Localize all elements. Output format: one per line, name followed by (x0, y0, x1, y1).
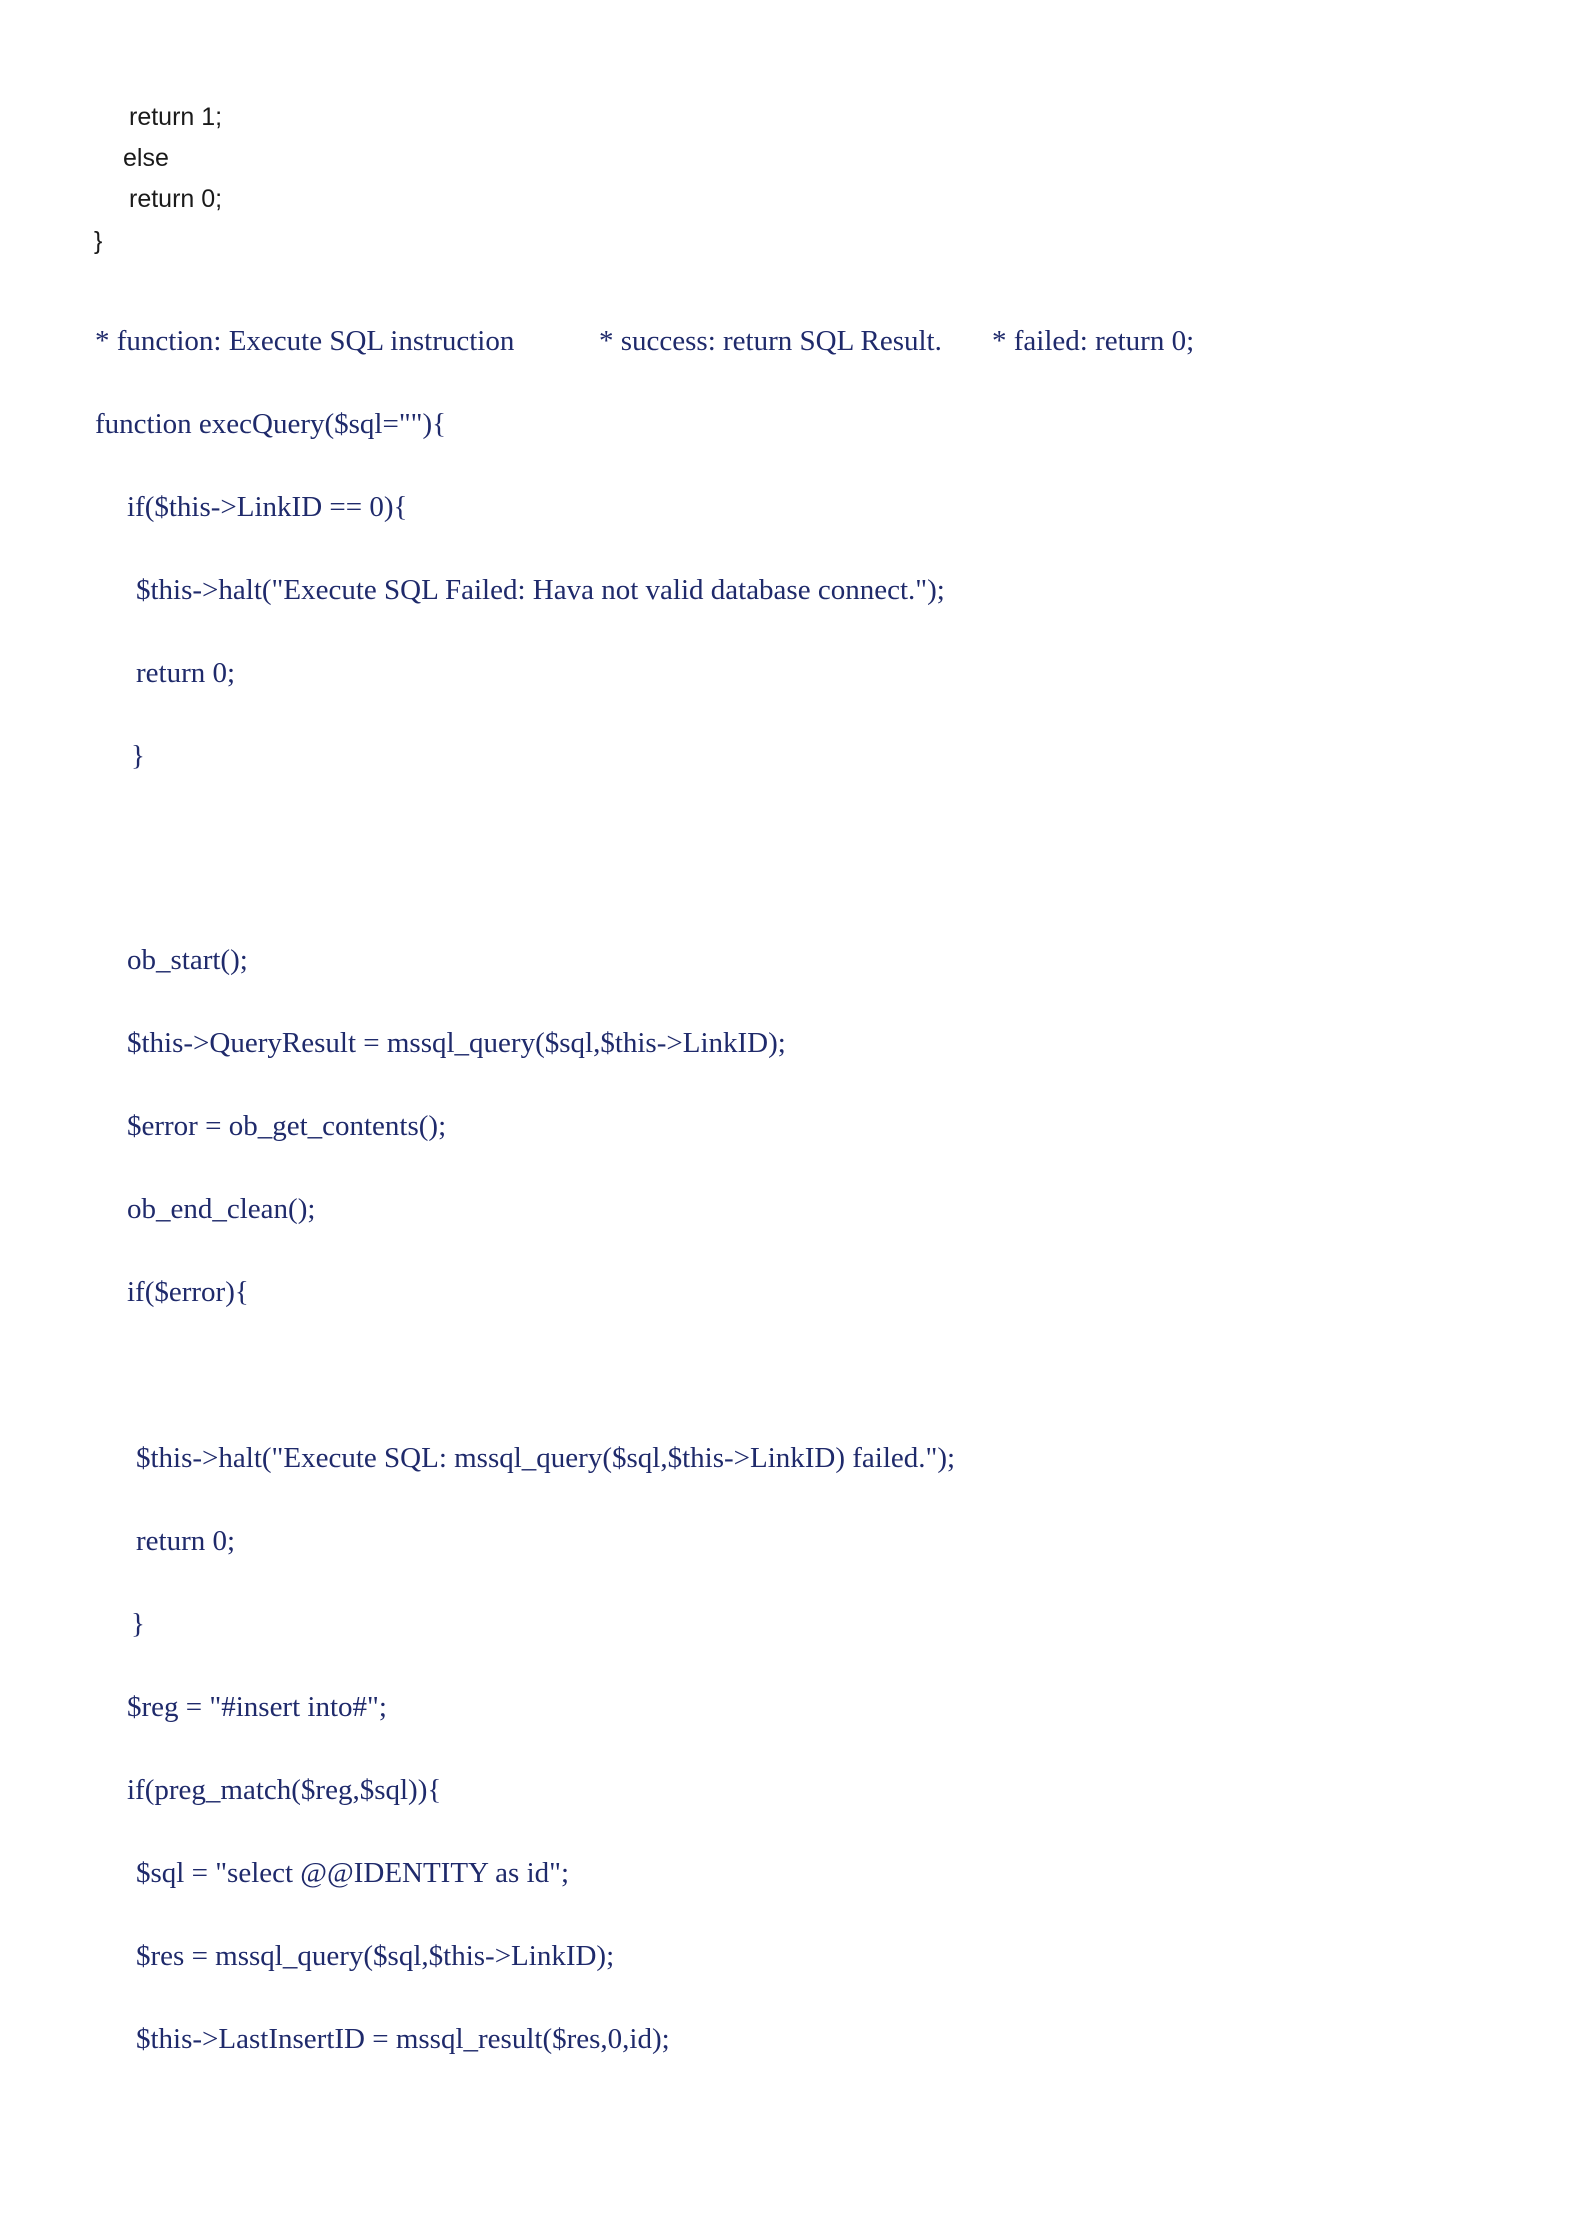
code-line-return-0: return 0; (129, 185, 223, 213)
code-line-res-query: $res = mssql_query($sql,$this->LinkID); (136, 1940, 615, 1972)
code-line-error-contents: $error = ob_get_contents(); (127, 1110, 447, 1142)
code-line-if-linkid: if($this->LinkID == 0){ (127, 491, 408, 523)
code-line-close-brace-a: } (131, 740, 145, 772)
code-line-ob-end-clean: ob_end_clean(); (127, 1193, 316, 1225)
comment-failed: * failed: return 0; (992, 325, 1195, 357)
code-line-ob-start: ob_start(); (127, 944, 248, 976)
comment-success: * success: return SQL Result. (599, 325, 942, 357)
code-line-return-1: return 1; (129, 103, 223, 131)
comment-function: * function: Execute SQL instruction (95, 325, 515, 357)
code-line-return-0-b: return 0; (136, 1525, 236, 1557)
code-line-if-preg-match: if(preg_match($reg,$sql)){ (127, 1774, 442, 1806)
code-line-query-result: $this->QueryResult = mssql_query($sql,$this->LinkID); (127, 1027, 786, 1059)
code-line-halt-query-failed: $this->halt("Execute SQL: mssql_query($sql,$this->LinkID) failed."); (136, 1442, 956, 1474)
code-line-return-0-a: return 0; (136, 657, 236, 689)
code-line-if-error: if($error){ (127, 1276, 249, 1308)
code-line-else: else (123, 144, 169, 172)
code-line-close-brace-b: } (131, 1608, 145, 1640)
code-line-function-decl: function execQuery($sql=""){ (95, 408, 447, 440)
code-line-close-brace: } (94, 227, 103, 255)
code-line-reg: $reg = "#insert into#"; (127, 1691, 387, 1723)
code-line-halt-connect: $this->halt("Execute SQL Failed: Hava not valid database connect."); (136, 574, 945, 606)
code-line-sql-identity: $sql = "select @@IDENTITY as id"; (136, 1857, 570, 1889)
code-line-last-insert-id: $this->LastInsertID = mssql_result($res,0,id); (136, 2023, 670, 2055)
